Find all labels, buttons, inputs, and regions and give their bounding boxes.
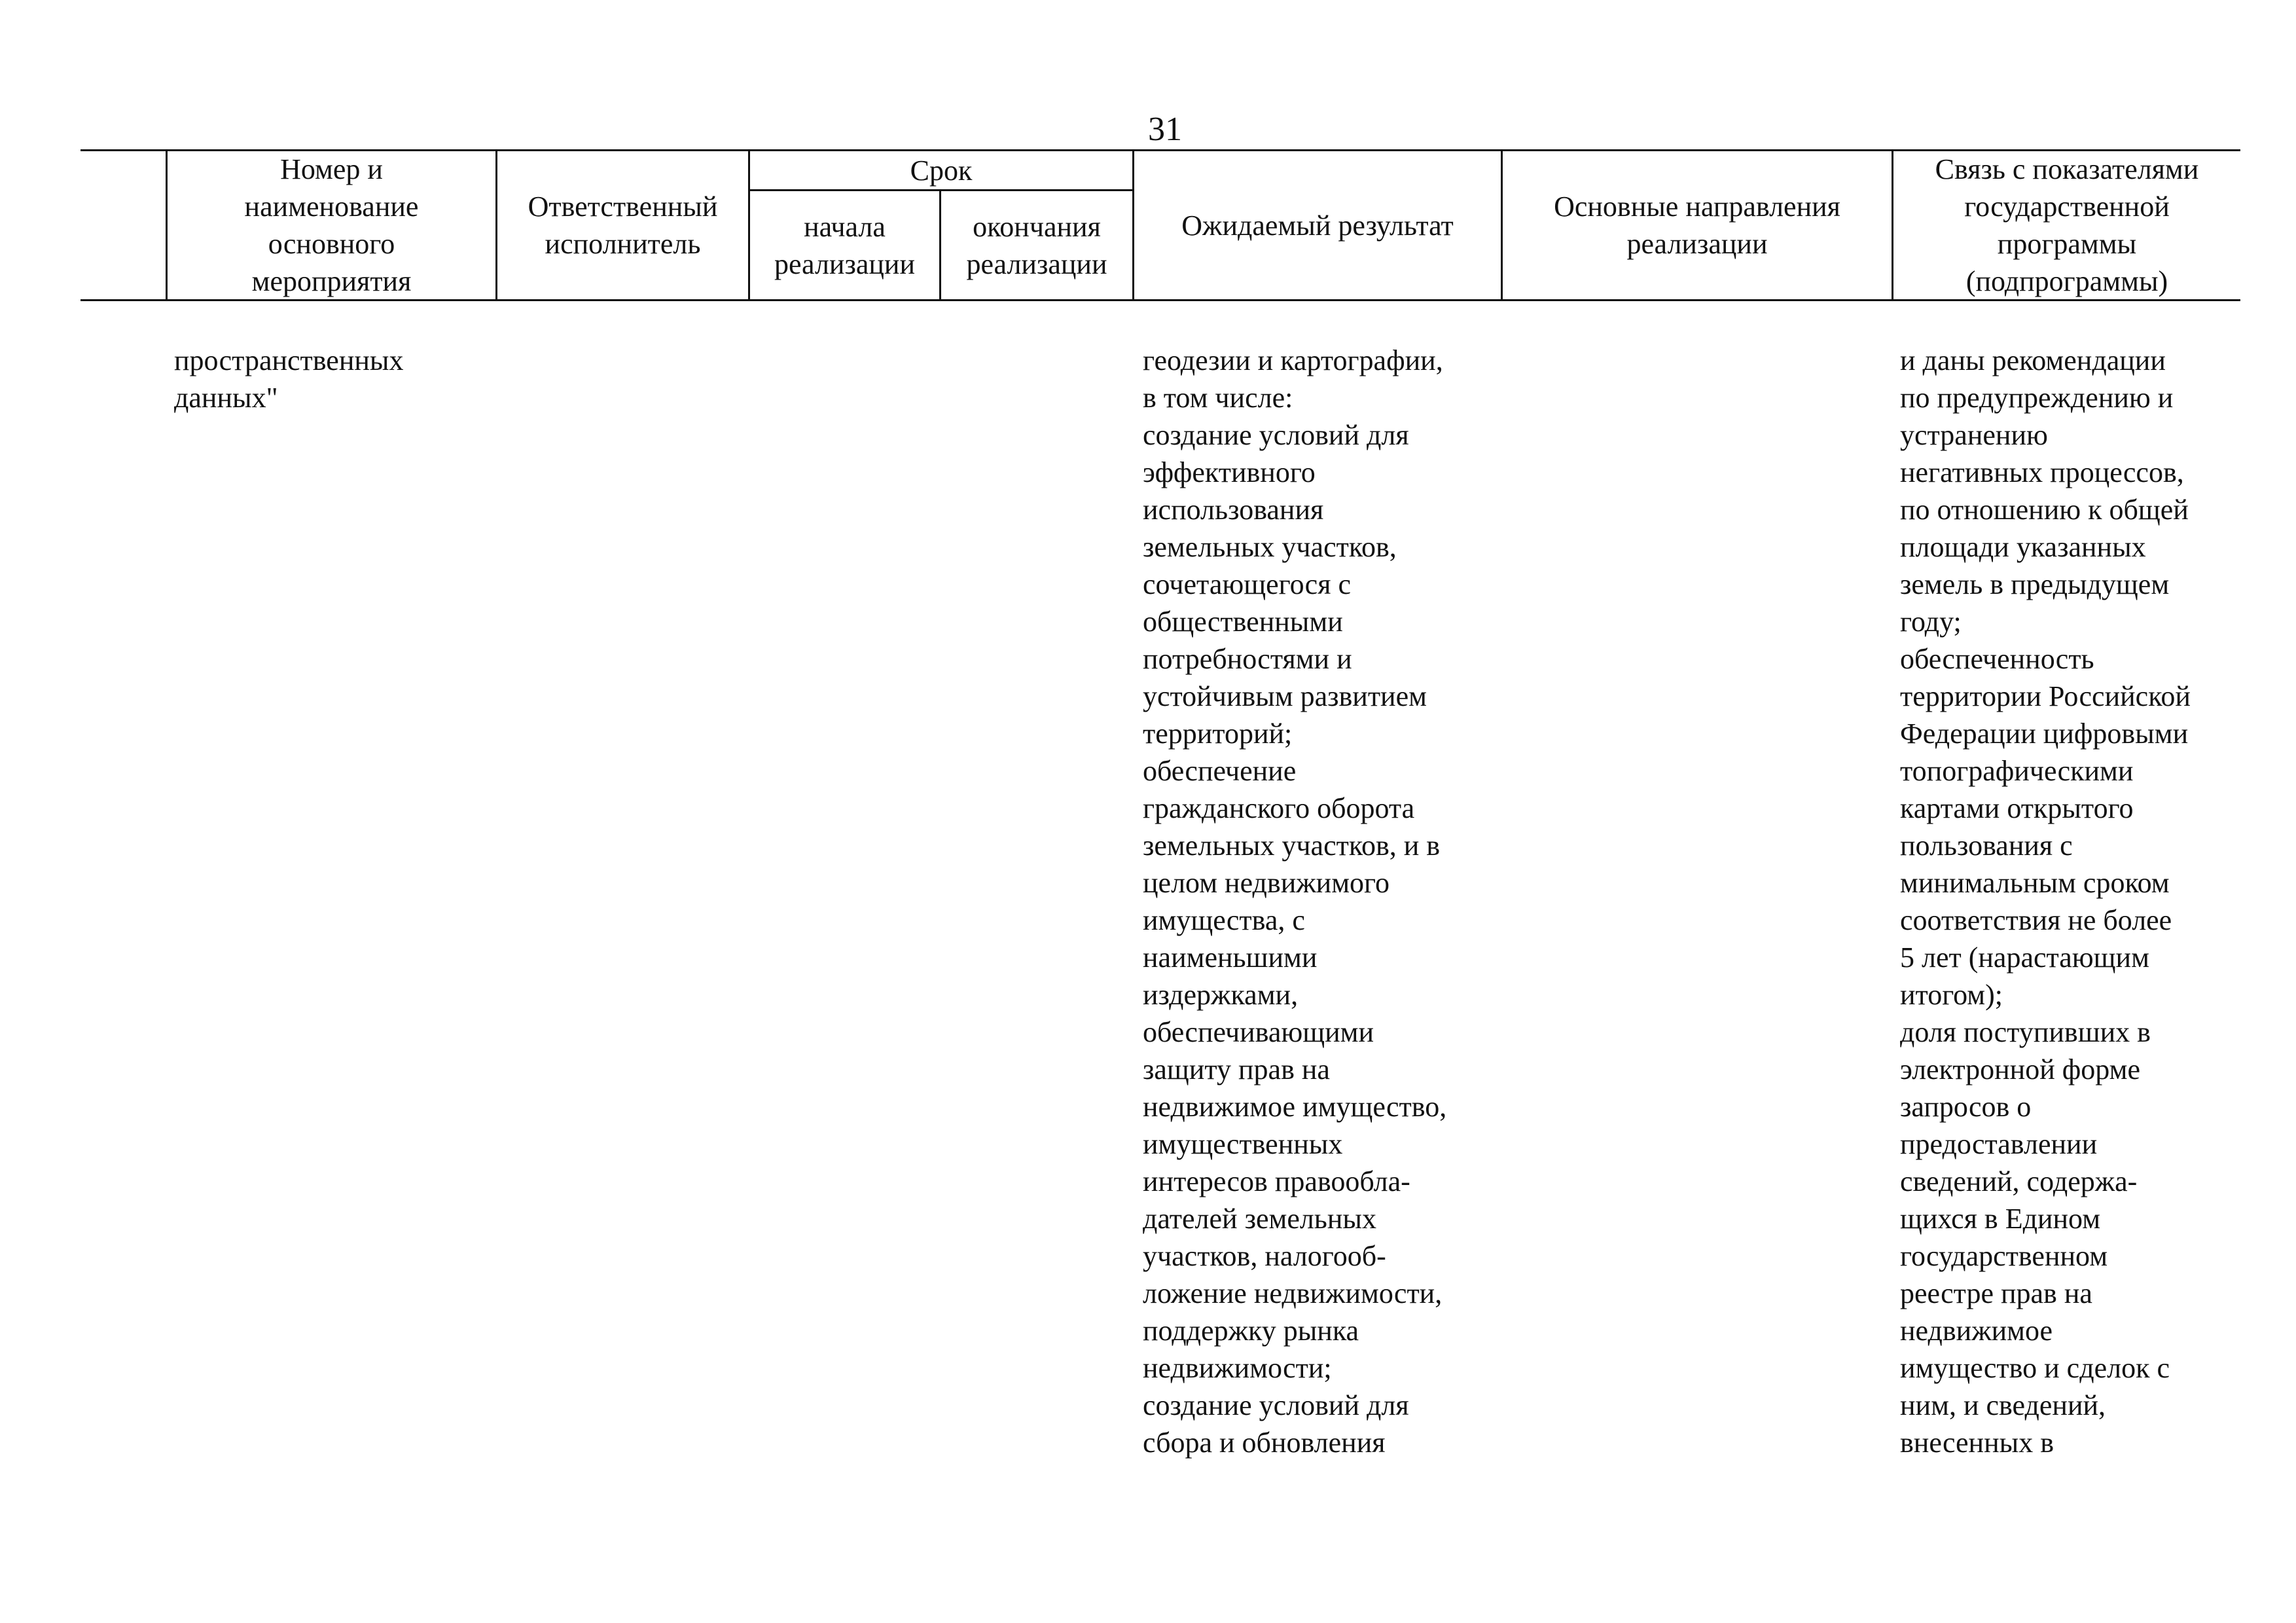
- header-directions-cell: Основные направления реализации: [1554, 191, 1840, 260]
- header-start-cell: начала реализации: [774, 210, 916, 280]
- header-name-cell: Номер и наименование основного мероприятия: [244, 153, 419, 297]
- body-result-text: геодезии и картографии, в том числе: создание условий для эффективного использования земельных участков, сочетающегося с общественными потребностями и устойчивым развитием территорий; обеспечение гражданского оборота земельных участков, и в целом недвижимого имущества, с наименьшими издержками, обеспечивающими защиту прав на недвижимое имущество, имущественных интересов правообла- дателей земельных участков, налогооб- ложение недвижимости, поддержку рынка недвижимости; создание условий для сбора и обновления: [1143, 344, 1447, 1459]
- body-link-text: и даны рекомендации по предупреждению и устранению негативных процессов, по отношению к общей площади указанных земель в предыдущем году; обеспеченность территории Российской Федерации цифровыми топографическими картами открытого пользования с минимальным сроком соответствия не более 5 лет (нарастающим итогом); доля поступивших в электронной форме запросов о предоставлении сведений, содержа- щихся в Едином государственном реестре прав на недвижимое имущество и сделок с ним, и сведений, внесенных в: [1900, 344, 2191, 1459]
- page-number: 31: [1148, 111, 1182, 148]
- header-responsible-cell: Ответственный исполнитель: [528, 191, 718, 260]
- header-term-cell: Срок: [910, 154, 973, 187]
- body-name-text: пространственных данных": [174, 344, 404, 414]
- header-end-cell: окончания реализации: [966, 210, 1107, 280]
- table-header: [81, 149, 2240, 301]
- header-result-cell: Ожидаемый результат: [1181, 209, 1454, 242]
- header-link-cell: Связь с показателями государственной программы (подпрограммы): [1935, 153, 2199, 297]
